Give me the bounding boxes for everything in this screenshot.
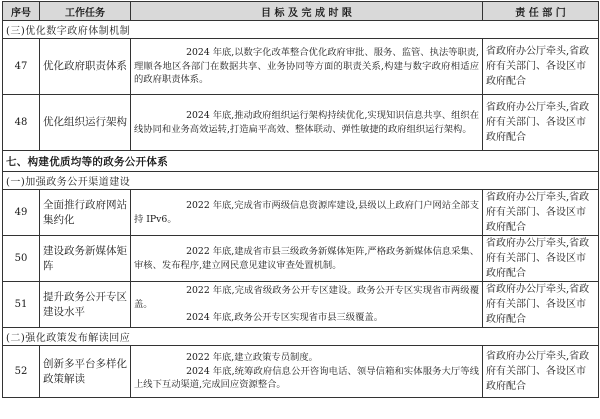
table-row — [3, 95, 599, 151]
row-number: 47 — [3, 39, 40, 95]
target-paragraph: 2024 年底,统筹政府信息公开咨询电话、领导信箱和实体服务大厅等线上线下互动渠道,完成回应资源整合。 — [134, 365, 479, 391]
target-paragraph: 2024 年底,政务公开专区实现省市县三级覆盖。 — [186, 312, 383, 324]
work-task-table — [2, 1, 599, 398]
task-target — [131, 282, 483, 328]
target-paragraph: 2022 年底,建成省市县三级政务新媒体矩阵,严格政务新媒体信息采集、审核、发布程序,建立网民意见建议审查处置机制。 — [134, 246, 479, 271]
task-name: 建设政务新媒体矩阵 — [40, 236, 131, 282]
target-paragraph: 2022 年底,建立政策专员制度。 — [186, 352, 318, 364]
row-number: 49 — [3, 190, 40, 236]
task-name: 创新多平台多样化政策解读 — [40, 346, 131, 398]
responsible-dept: 省政府办公厅牵头,省政府有关部门、各设区市政府配合 — [483, 346, 599, 398]
table-row — [3, 346, 599, 398]
section-row — [3, 328, 599, 346]
table-row — [3, 282, 599, 328]
task-target — [131, 95, 483, 151]
row-number: 50 — [3, 236, 40, 282]
table-header-row — [3, 2, 599, 21]
header-task: 工作任务 — [40, 2, 131, 21]
section-title: (一)加强政务公开渠道建设 — [3, 172, 599, 190]
row-number: 51 — [3, 282, 40, 328]
section-row — [3, 21, 599, 39]
header-target: 目 标 及 完 成 时 限 — [131, 2, 483, 21]
responsible-dept: 省政府办公厅牵头,省政府有关部门、各设区市政府配合 — [483, 282, 599, 328]
chapter-title: 七、构建优质均等的政务公开体系 — [3, 151, 599, 172]
table-row — [3, 39, 599, 95]
responsible-dept: 省政府办公厅牵头,省政府有关部门、各设区市政府配合 — [483, 95, 599, 151]
row-number: 52 — [3, 346, 40, 398]
target-paragraph: 2022 年底,完成省级政务公开专区建设。政务公开专区实现省市两级覆盖。 — [134, 285, 479, 310]
section-title: (三)优化数字政府体制机制 — [3, 21, 599, 39]
section-title: (二)强化政策发布解读回应 — [3, 328, 599, 346]
header-no: 序号 — [3, 2, 40, 21]
responsible-dept: 省政府办公厅牵头,省政府有关部门、各设区市政府配合 — [483, 236, 599, 282]
table-row — [3, 236, 599, 282]
task-name: 提升政务公开专区建设水平 — [40, 282, 131, 328]
table-row — [3, 190, 599, 236]
task-target — [131, 346, 483, 398]
target-paragraph: 2024 年底,推动政府组织运行架构持续优化,实现知识信息共享、组织在线协同和业务高效运转,打造扁平高效、整体联动、弹性敏捷的政府组织运行架构。 — [134, 110, 479, 135]
target-paragraph: 2022 年底,完成省市两级信息资源库建设,县级以上政府门户网站全部支持 IPv6。 — [134, 200, 479, 225]
task-name: 优化政府职责体系 — [40, 39, 131, 95]
task-target — [131, 39, 483, 95]
task-name: 优化组织运行架构 — [40, 95, 131, 151]
chapter-row — [3, 151, 599, 172]
row-number: 48 — [3, 95, 40, 151]
task-target — [131, 236, 483, 282]
task-name: 全面推行政府网站集约化 — [40, 190, 131, 236]
header-dept: 责 任 部 门 — [483, 2, 599, 21]
responsible-dept: 省政府办公厅牵头,省政府有关部门、各设区市政府配合 — [483, 39, 599, 95]
target-paragraph: 2024 年底,以数字化改革整合优化政府审批、服务、监管、执法等职责,理顺各地区各部门在数据共享、业务协同等方面的职责关系,构建与数字政府相适应的政府职责体系。 — [134, 47, 479, 86]
task-target — [131, 190, 483, 236]
responsible-dept: 省政府办公厅牵头,省政府有关部门、各设区市政府配合 — [483, 190, 599, 236]
section-row — [3, 172, 599, 190]
